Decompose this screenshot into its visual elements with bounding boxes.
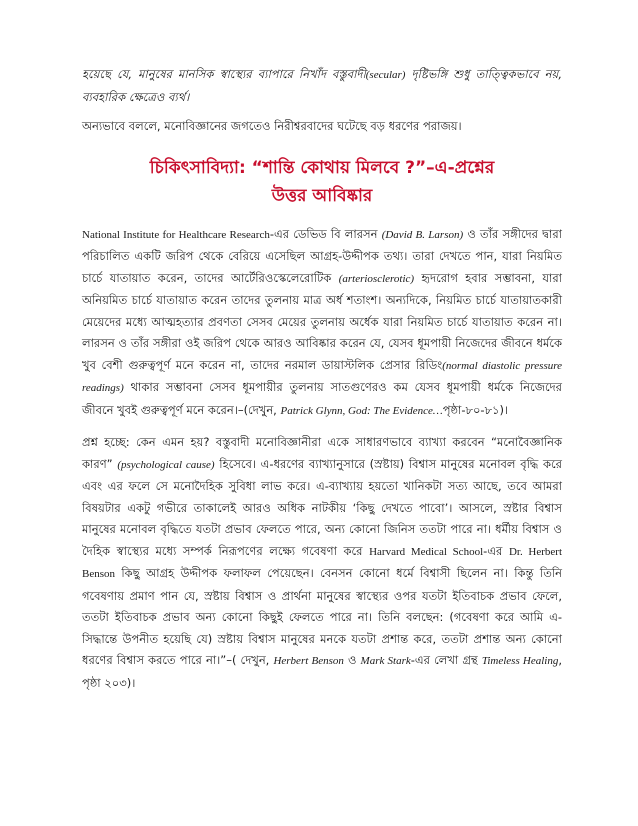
para3-text-c: হৃদরোগ হবার সম্ভাবনা, যারা অনিয়মিত চার্চে যাতায়াত করেন তাদের তুলনায় মাত্র অর্ধ শতাংশ। অন্যদিকে, নিয়মিত চার্চে যাতায়াতকারী মেয়েদের মধ্যে আত্মহত্যার প্রবণতা সেসব মেয়ের তুলনায় অর্ধেক যারা নিয়মিত চার্চে যাতায়াত করেন না। লারসন ও তাঁর সঙ্গীরা ওই জরিপ থেকে আরও আবিষ্কার করেন যে, যেসব ধূমপায়ী নিজেদের জীবনে ধর্মকে খুব বেশী গুরুত্বপূর্ণ মনে করেন না, তাদের নরমাল ডায়াস্টলিক প্রেসার রিডিং [82,270,562,372]
para1-text-a: হয়েছে যে, মানুষের মানসিক স্বাস্থ্যের ব্যাপারে নিখাঁদ বস্তুবাদী [82,67,366,81]
stark-author: Mark Stark [360,655,411,667]
paragraph-larson-survey [82,224,562,423]
para4-text-f: -এর লেখা গ্রন্থ [410,653,482,667]
para4-text-g: , পৃষ্ঠা ২০৩)। [82,653,563,690]
psychological-cause-term: (psychological cause) [117,458,215,471]
secular-term: (secular) [365,69,406,81]
book-title: Timeless Healing [481,655,559,667]
para1-text-b: দৃষ্টিভঙ্গি শুধু তাত্ত্বিকভাবে নয়, ব্যবহারিক ক্ষেত্রেও ব্যর্থ। [82,67,562,104]
para4-text-d: কিছু আগ্রহ উদ্দীপক ফলাফল পেয়েছেন। বেনসন কোনো ধর্মে বিশ্বাসী ছিলেন না। কিন্তু তিনি গবেষণায় প্রমাণ পান যে, স্রষ্টায় বিশ্বাস ও প্রার্থনা মানুষের স্বাস্থ্যের ওপর যতটা ইতিবাচক প্রভাব ফেলে, ততটা ইতিবাচক প্রভাব অন্য কোনো কিছুই ফেলতে পারে না। তিনি বলছেন: (গবেষণা করে আমি এ-সিদ্ধান্তে উপনীত হয়েছি যে) স্রষ্টায় বিশ্বাস মানুষের মনকে যতটা প্রশান্ত করে, ততটা প্রশান্ত অন্য কোনো ধরণের বিশ্বাস করতে পারে না।”–( দেখুন, [82,566,562,667]
heading-line-2: উত্তর আবিষ্কার [271,185,373,206]
harvard-name: Harvard Medical School [369,545,484,558]
para3-text-d: থাকার সম্ভাবনা সেসব ধূমপায়ীর তুলনায় সাতগুণেরও কম যেসব ধূমপায়ী ধর্মকে নিজেদের জীবনে খুবই গুরুত্বপূর্ণ মনে করেন।–(দেখুন, [82,380,562,417]
section-heading [82,154,562,210]
benson-author: Herbert Benson [273,655,344,667]
para2-text: অন্যভাবে বললে, মনোবিজ্ঞানের জগতেও নিরীশ্বরবাদের ঘটেছে বড় ধরণের পরাজয়। [82,119,462,133]
para4-text-c: -এর [483,543,509,558]
arteriosclerotic-term: (arteriosclerotic) [338,272,415,285]
para3-text-e: পৃষ্ঠা-৮০-৮১)। [442,402,509,417]
para3-text-a: -এর ডেভিড বি লারসন [269,226,382,241]
para3-text-b: ও তাঁর সঙ্গীদের দ্বারা পরিচালিত একটি জরিপ থেকে বেরিয়ে এসেছিল আগ্রহ-উদ্দীপক তথ্য। তারা দেখতে পান, যারা নিয়মিত চার্চে যাতায়াত করেন, তাদের আর্টেরিওস্কেলেরোটিক [82,226,563,285]
institute-name: National Institute for Healthcare Research [82,228,270,241]
heading-line-1: চিকিৎসাবিদ্যা: “শান্তি কোথায় মিলবে ?”–এ-প্রশ্নের [149,157,495,178]
paragraph-secular-failure [82,64,562,108]
para4-text-a: প্রশ্ন হচ্ছে: কেন এমন হয়? বস্তুবাদী মনোবিজ্ঞানীরা একে সাধারণভাবে ব্যাখ্যা করবেন “মনোবৈজ্ঞানিক কারণ” [82,435,562,471]
diastolic-term: (normal diastolic pressure readings) [82,359,562,394]
paragraph-atheism-defeat [82,116,562,138]
benson-name: Dr. Herbert Benson [82,545,563,580]
para4-text-b: হিসেবে। এ-ধরণের ব্যাখ্যানুসারে (স্রষ্টায়) বিশ্বাস মানুষের মনোবল বৃদ্ধি করে এবং এর ফলে সে মনোদৈহিক সুবিধা লাভ করে। এ-ব্যাখ্যায় হয়তো খানিকটা সত্য আছে, তবে আমরা বিষয়টার একটু গভীরে তাকালেই আরও অধিক নাটকীয় ‘কিছু দেখতে পাবো’। আসলে, স্রষ্টার বিশ্বাস মানুষের মনোবল বৃদ্ধিতে যতটা প্রভাব ফেলতে পারে, অন্য কোনো জিনিস ততটা পারে না। ধর্মীয় বিশ্বাস ও দৈহিক স্বাস্থ্যের মধ্যে সম্পর্ক নিরূপণের লক্ষ্যে গবেষণা করে [82,456,563,558]
larson-name: (David B. Larson) [381,228,464,241]
paragraph-benson-research [82,432,562,694]
para4-text-e: ও [343,653,361,667]
glynn-citation: Patrick Glynn, God: The Evidence… [280,404,443,417]
document-page [82,64,562,694]
